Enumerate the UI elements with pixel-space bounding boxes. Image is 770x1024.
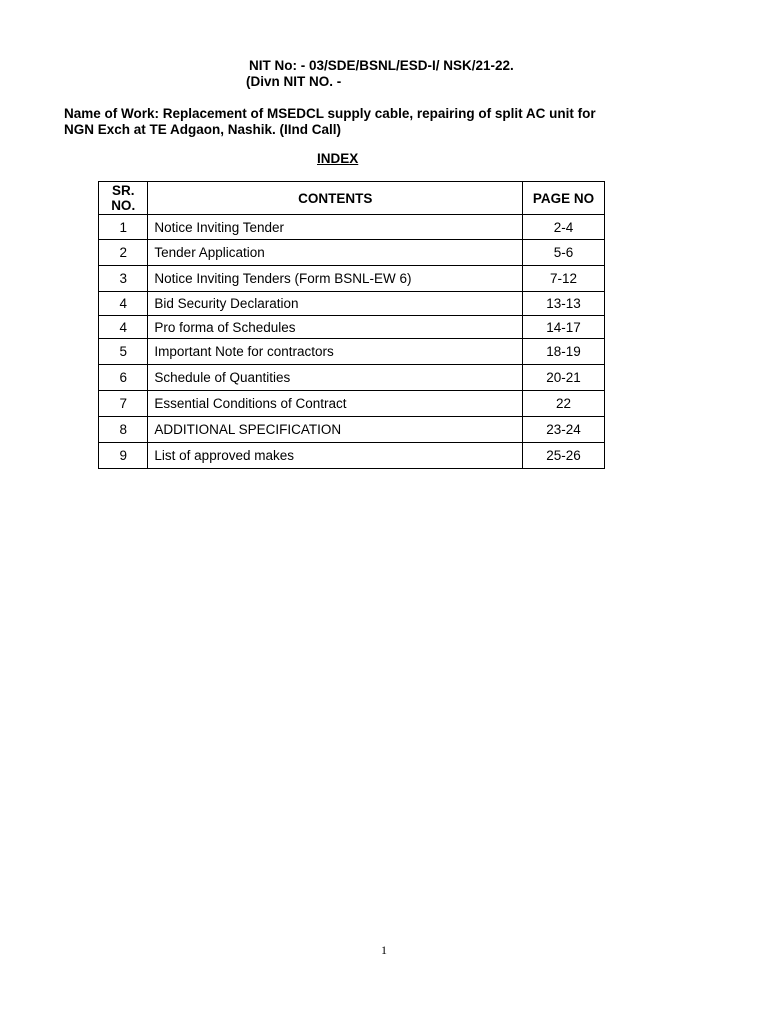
page-no-cell: 7-12 <box>523 266 605 292</box>
sr-no-cell: 3 <box>99 266 148 292</box>
contents-cell: Essential Conditions of Contract <box>148 391 523 417</box>
page-no-cell: 25-26 <box>523 443 605 469</box>
table-row <box>99 215 605 240</box>
sr-no-cell: 6 <box>99 365 148 391</box>
column-header-sr-no-part: SR. <box>111 183 135 198</box>
contents-cell: Important Note for contractors <box>148 339 523 365</box>
sr-no-cell: 1 <box>99 215 148 240</box>
table-row <box>99 240 605 266</box>
table-row <box>99 417 605 443</box>
contents-cell: List of approved makes <box>148 443 523 469</box>
contents-cell: Pro forma of Schedules <box>148 316 523 339</box>
index-table <box>98 181 605 469</box>
name-of-work-line-1: Name of Work: Replacement of MSEDCL supply cable, repairing of split AC unit for <box>64 106 596 121</box>
sr-no-cell: 8 <box>99 417 148 443</box>
table-row <box>99 339 605 365</box>
page-no-cell: 2-4 <box>523 215 605 240</box>
sr-no-cell: 5 <box>99 339 148 365</box>
index-title: INDEX <box>317 151 359 166</box>
contents-cell: Tender Application <box>148 240 523 266</box>
contents-cell: ADDITIONAL SPECIFICATION <box>148 417 523 443</box>
sr-no-cell: 9 <box>99 443 148 469</box>
table-row <box>99 292 605 316</box>
page-no-cell: 22 <box>523 391 605 417</box>
column-header-contents: CONTENTS <box>148 182 523 215</box>
page-no-cell: 5-6 <box>523 240 605 266</box>
page-number: 1 <box>381 943 387 957</box>
table-row <box>99 266 605 292</box>
sr-no-cell: 2 <box>99 240 148 266</box>
column-header-sr-no <box>99 182 148 215</box>
sr-no-cell: 7 <box>99 391 148 417</box>
name-of-work-line-2: NGN Exch at TE Adgaon, Nashik. (IInd Call) <box>64 122 342 137</box>
contents-cell: Notice Inviting Tender <box>148 215 523 240</box>
table-row <box>99 443 605 469</box>
column-header-page-no: PAGE NO <box>523 182 605 215</box>
page-no-cell: 23-24 <box>523 417 605 443</box>
index-header-row <box>99 182 605 215</box>
page-no-cell: 13-13 <box>523 292 605 316</box>
contents-cell: Notice Inviting Tenders (Form BSNL-EW 6) <box>148 266 523 292</box>
sr-no-cell: 4 <box>99 316 148 339</box>
page-no-cell: 20-21 <box>523 365 605 391</box>
table-row <box>99 365 605 391</box>
contents-cell: Schedule of Quantities <box>148 365 523 391</box>
column-header-sr-no-part: NO. <box>111 198 136 213</box>
table-row <box>99 316 605 339</box>
divn-nit-number: (Divn NIT NO. - <box>246 74 342 89</box>
sr-no-cell: 4 <box>99 292 148 316</box>
nit-number: NIT No: - 03/SDE/BSNL/ESD-I/ NSK/21-22. <box>249 58 514 73</box>
index-table-body <box>99 215 605 469</box>
page-no-cell: 18-19 <box>523 339 605 365</box>
page-no-cell: 14-17 <box>523 316 605 339</box>
table-row <box>99 391 605 417</box>
contents-cell: Bid Security Declaration <box>148 292 523 316</box>
